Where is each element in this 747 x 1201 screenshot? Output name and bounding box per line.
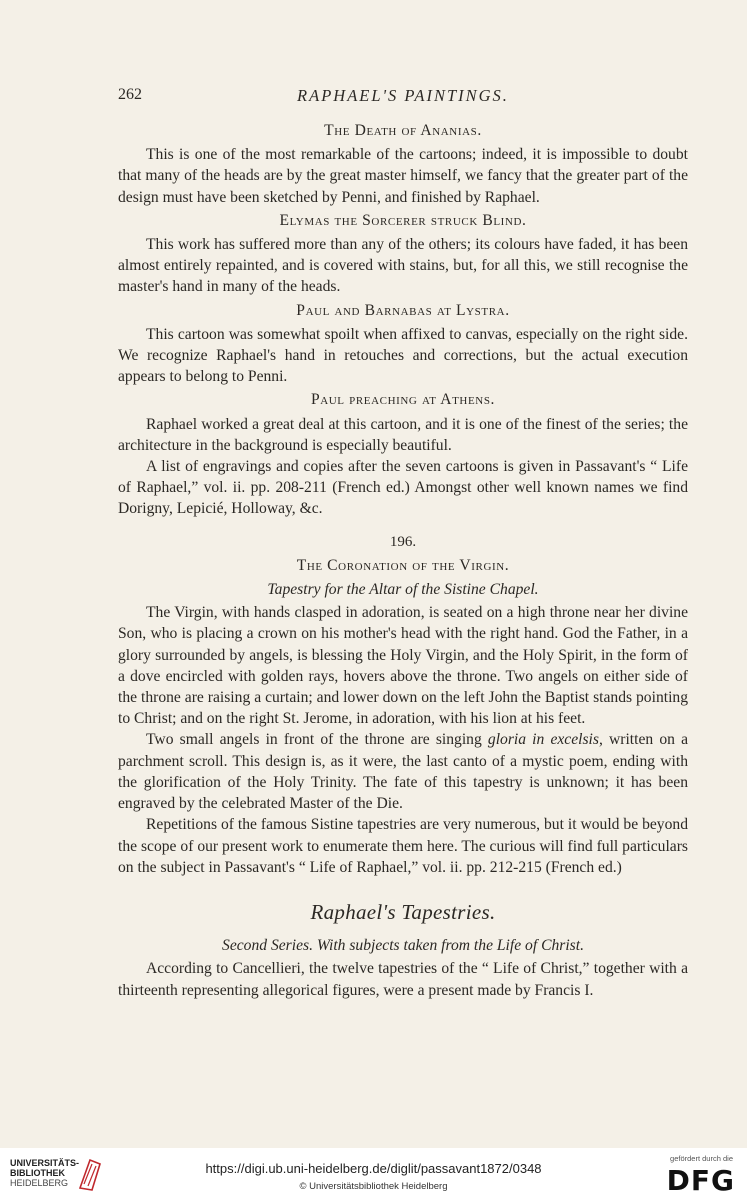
series-subtitle: Second Series. With subjects taken from the Life of Christ. — [222, 937, 584, 955]
section-heading: Paul and Barnabas at Lystra. — [296, 301, 510, 319]
library-line: UNIVERSITÄTS- — [10, 1158, 80, 1168]
entry-number: 196. — [389, 533, 417, 550]
viewer-footer — [0, 1148, 747, 1201]
paragraph: This work has suffered more than any of the others; its colours have faded, it has been almost entirely repainted, and is covered with stains, but, for all this, we still recognise the master's hand in many of the heads. — [118, 236, 688, 296]
dfg-logo: DFG — [666, 1164, 735, 1197]
chapter-title: Raphael's Tapestries. — [310, 899, 496, 924]
section-heading: Elymas the Sorcerer struck Blind. — [279, 211, 527, 229]
italic-phrase: gloria in excelsis — [487, 731, 599, 749]
section-subtitle: Tapestry for the Altar of the Sistine Chapel. — [267, 581, 539, 599]
section-heading: The Coronation of the Virgin. — [296, 556, 510, 574]
library-line: HEIDELBERG — [10, 1178, 69, 1188]
paragraph: The Virgin, with hands clasped in adoration, is seated on a high throne near her divine Son, who is placing a crown on his mother's head with the right hand. God the Father, in a glory surrounded by angels, is blessing the Holy Virgin, and the Holy Spirit, in the form of a dove encircled with golden rays, hovers above the throne. Two angels on either side of the throne are raising a curtain; and lower down on the left John the Baptist stands pointing to Christ; and on the right St. Jerome, in adoration, with his lion at his feet. — [118, 604, 688, 728]
section-heading: The Death of Ananias. — [324, 122, 482, 139]
library-line: BIBLIOTHEK — [10, 1168, 65, 1178]
page-header — [118, 86, 688, 110]
paragraph: Repetitions of the famous Sistine tapestries are very numerous, but it would be beyond the scope of our present work to enumerate them here. The curious will find full particulars on the subject in Passavant's “ Life of Raphael,” vol. ii. pp. 212-215 (French ed.) — [118, 816, 688, 876]
paragraph: This is one of the most remarkable of the cartoons; indeed, it is impossible to doubt that many of the heads are by the great master himself, we fancy that the greater part of the design must have been sketched by Penni, and finished by Raphael. — [118, 146, 688, 206]
paragraph — [118, 729, 688, 814]
paragraph: According to Cancellieri, the twelve tapestries of the “ Life of Christ,” together with a thirteenth representing allegorical figures, were a present made by Francis I. — [118, 960, 688, 999]
funding-label: gefördert durch die — [670, 1154, 733, 1163]
page-body — [118, 118, 688, 1001]
paragraph: A list of engravings and copies after the seven cartoons is given in Passavant's “ Life of Raphael,” vol. ii. pp. 208-211 (French ed.) Amongst other well known names we find Dorigny, Lepicié, Holloway, &c. — [118, 458, 688, 518]
copyright-notice: © Universitätsbibliothek Heidelberg — [299, 1181, 448, 1192]
section-heading: Paul preaching at Athens. — [310, 391, 496, 409]
paragraph: This cartoon was somewhat spoilt when affixed to canvas, especially on the right side. We recognize Raphael's hand in retouches and corrections, but the actual execution appears to belong to Penni. — [118, 325, 688, 386]
permalink-url[interactable]: https://digi.ub.uni-heidelberg.de/diglit/passavant1872/0348 — [205, 1161, 542, 1176]
paragraph: Raphael worked a great deal at this cartoon, and it is one of the finest of the series; the architecture in the background is especially beautiful. — [118, 415, 688, 454]
text-run: , written on a parchment scroll. This design is, as it were, the last canto of a mystic poem, ending with the glorification of the Holy Trinity. The fate of this tapestry is unknown; it has been engraved by the celebrated Master of the Die. — [118, 731, 688, 813]
text-run: Two small angels in front of the throne are singing — [146, 731, 488, 749]
page-number: 262 — [118, 86, 142, 103]
running-title: RAPHAEL'S PAINTINGS. — [297, 86, 509, 105]
